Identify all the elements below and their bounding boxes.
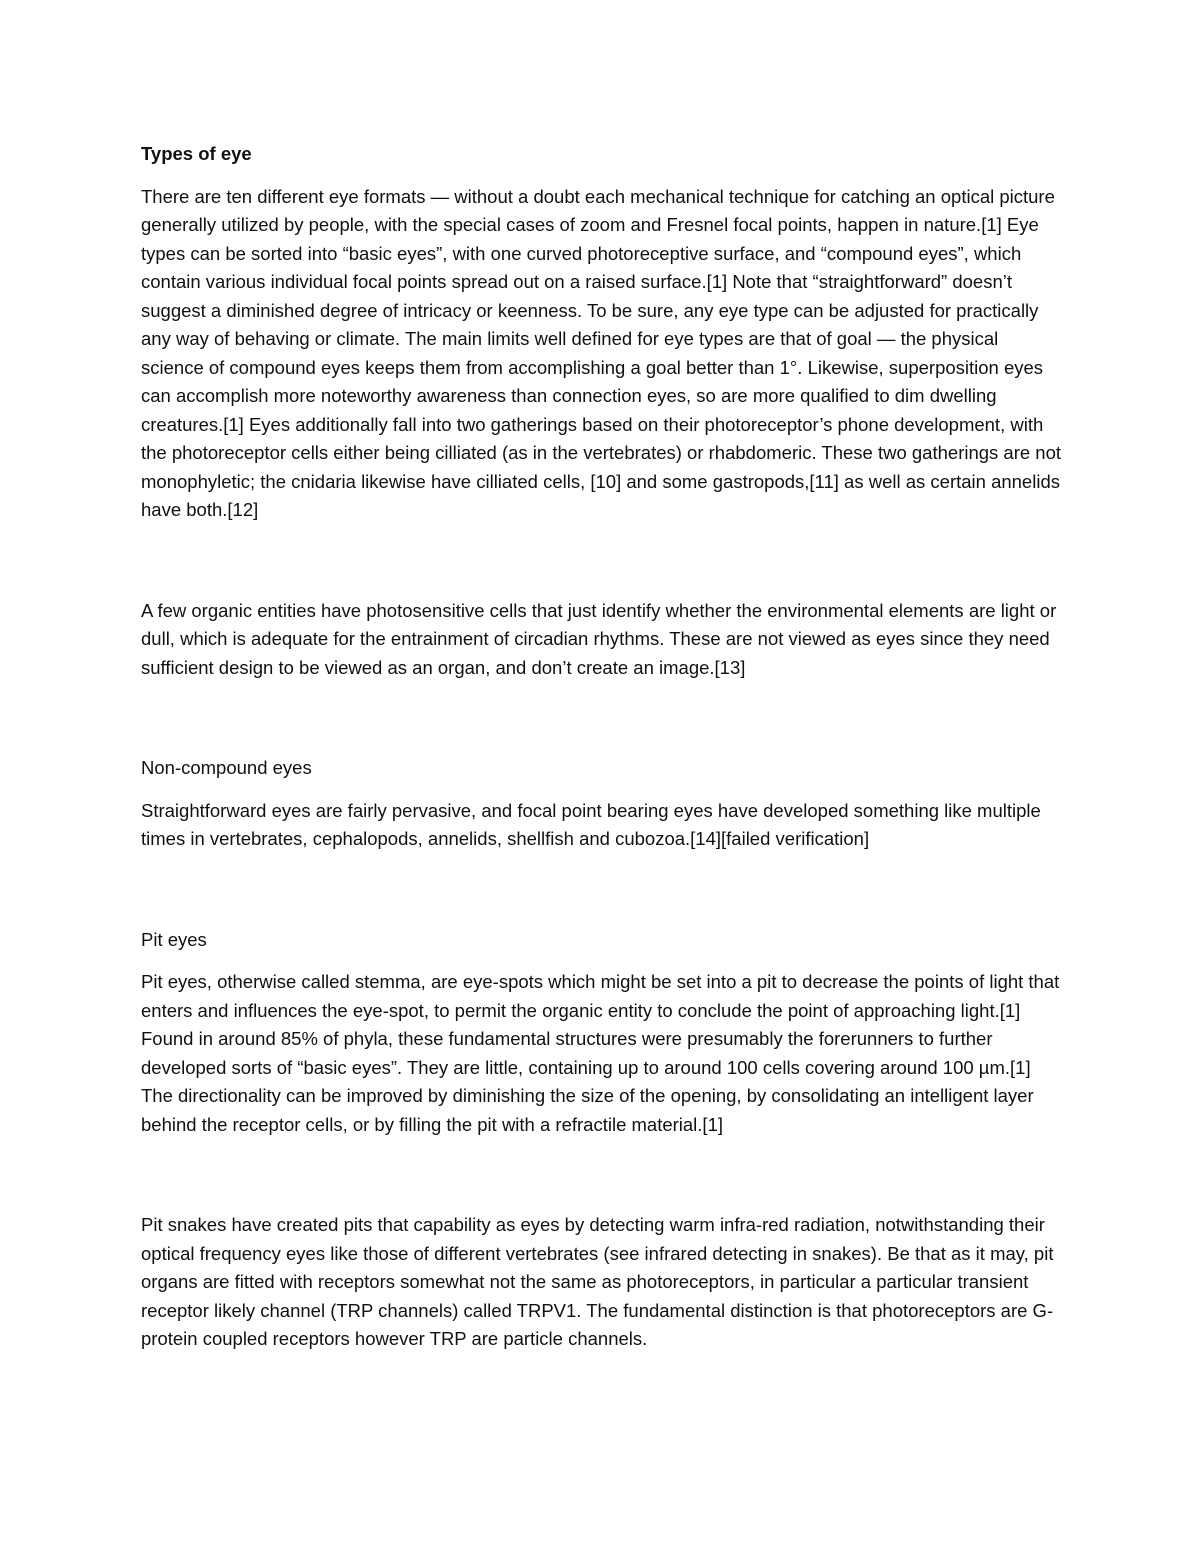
paragraph-pit-snakes: Pit snakes have created pits that capability as eyes by detecting warm infra-red radiation, notwithstanding their optical frequency eyes like those of different vertebrates (see infrared detecting in snakes). Be that as it may, pit organs are fitted with receptors somewhat not the same as photoreceptors, in particular a particular transient receptor likely channel (TRP channels) called TRPV1. The fundamental distinction is that photoreceptors are G-protein coupled receptors however TRP are particle channels. bbox=[141, 1214, 1054, 1349]
paragraph-eye-formats: There are ten different eye formats — without a doubt each mechanical technique for catching an optical picture generally utilized by people, with the special cases of zoom and Fresnel focal points, happen in nature.[1] Eye types can be sorted into “basic eyes”, with one curved photoreceptive surface, and “compound eyes”, which contain various individual focal points spread out on a raised surface.[1] Note that “straightforward” doesn’t suggest a diminished degree of intricacy or keenness. To be sure, any eye type can be adjusted for practically any way of behaving or climate. The main limits well defined for eye types are that of goal — the physical science of compound eyes keeps them from accomplishing a goal better than 1°. Likewise, superposition eyes can accomplish more noteworthy awareness than connection eyes, so are more qualified to dim dwelling creatures.[1] Eyes additionally fall into two gatherings based on their photoreceptor’s phone development, with the photoreceptor cells either being cilliated (as in the vertebrates) or rhabdomeric. These two gatherings are not monophyletic; the cnidaria likewise have cilliated cells, [10] and some gastropods,[11] as well as certain annelids have both.[12] bbox=[141, 185, 1062, 520]
section-title-pit-eyes: Pit eyes bbox=[141, 928, 207, 950]
paragraph-pit-eyes: Pit eyes, otherwise called stemma, are eye-spots which might be set into a pit to decrease the points of light that enters and influences the eye-spot, to permit the organic entity to conclude the point of approaching light.[1] Found in around 85% of phyla, these fundamental structures were presumably the forerunners to further developed sorts of “basic eyes”. They are little, containing up to around 100 cells covering around 100 µm.[1] The directionality can be improved by diminishing the size of the opening, by consolidating an intelligent layer behind the receptor cells, or by filling the pit with a refractile material.[1] bbox=[141, 971, 1060, 1135]
section-title-types-of-eye: Types of eye bbox=[141, 143, 252, 164]
section-title-non-compound-eyes: Non-compound eyes bbox=[141, 757, 312, 778]
paragraph-spacer bbox=[141, 854, 1066, 926]
paragraph-spacer bbox=[141, 682, 1066, 754]
paragraph-photosensitive-cells: A few organic entities have photosensitive cells that just identify whether the environmental elements are light or dull, which is adequate for the entrainment of circadian rhythms. These are not viewed as eyes since they need sufficient design to be viewed as an organ, and don’t create an image.[13] bbox=[141, 599, 1057, 678]
paragraph-spacer bbox=[141, 1139, 1066, 1211]
document-body bbox=[141, 140, 1066, 1354]
paragraph-spacer bbox=[141, 525, 1066, 597]
paragraph-straightforward-eyes: Straightforward eyes are fairly pervasive, and focal point bearing eyes have developed something like multiple times in vertebrates, cephalopods, annelids, shellfish and cubozoa.[14][failed verification] bbox=[141, 799, 1041, 849]
